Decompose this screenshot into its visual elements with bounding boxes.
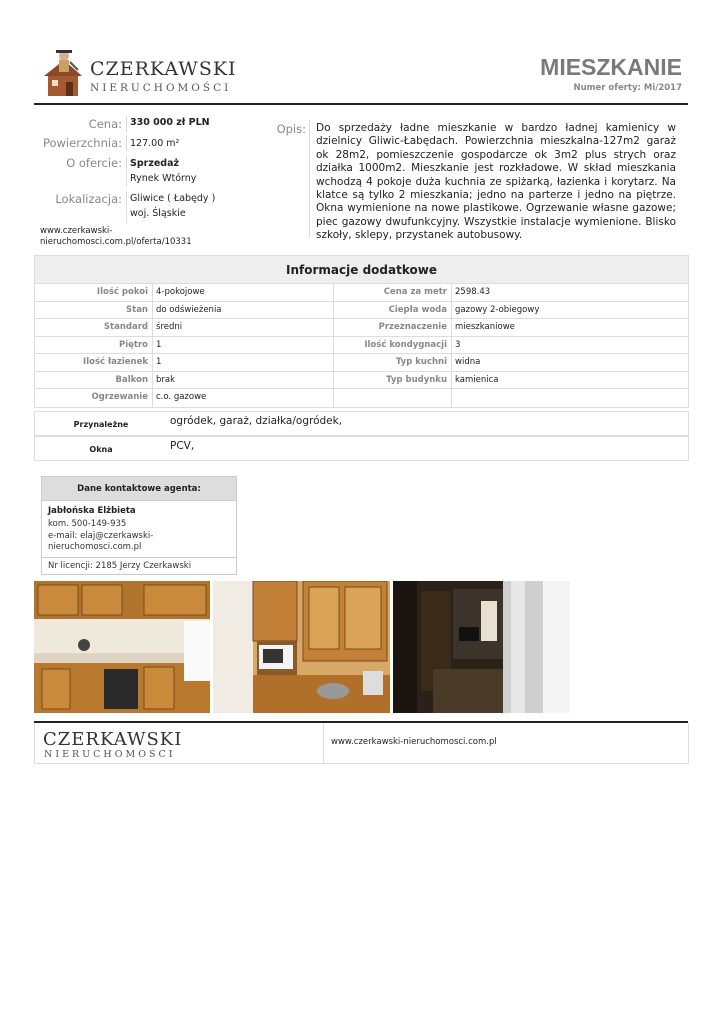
- info-value: kamienica: [455, 374, 499, 385]
- info-label: Ilość pokoi: [35, 284, 153, 301]
- windows-label: Okna: [89, 445, 113, 454]
- info-label: Przeznaczenie: [334, 319, 452, 336]
- logo-name: CZERKAWSKI: [90, 58, 237, 80]
- info-value: 3: [455, 339, 461, 350]
- offer-url[interactable]: www.czerkawski- nieruchomosci.com.pl/oferta/10331: [40, 226, 192, 247]
- price-divider: [126, 116, 127, 132]
- company-logo[interactable]: [42, 46, 237, 100]
- offer-market: Rynek Wtórny: [130, 173, 197, 184]
- additional-info-table: [34, 255, 689, 408]
- footer-website-link[interactable]: www.czerkawski-nieruchomosci.com.pl: [331, 737, 497, 747]
- info-label: Ciepła woda: [334, 302, 452, 319]
- info-value: c.o. gazowe: [153, 389, 334, 407]
- windows-value: PCV,: [170, 440, 195, 452]
- location-divider: [126, 191, 127, 223]
- offer-label: O ofercie:: [66, 156, 122, 170]
- area-divider: [126, 135, 127, 151]
- agent-contact-box: [41, 476, 237, 575]
- info-value: [452, 389, 688, 407]
- footer-logo-name: CZERKAWSKI: [43, 729, 183, 750]
- windows-row: [34, 436, 689, 461]
- info-value: mieszkaniowe: [455, 322, 515, 332]
- belongs-row: [34, 411, 689, 436]
- info-label: Stan: [35, 302, 153, 319]
- header-divider: [34, 103, 688, 105]
- info-label: Ilość łazienek: [35, 354, 153, 371]
- property-type-title: MIESZKANIE: [540, 54, 682, 80]
- location-region: woj. Śląskie: [130, 208, 186, 219]
- info-value: 1: [153, 337, 334, 354]
- page-footer: [34, 723, 689, 764]
- belongs-label: Przynależne: [73, 420, 129, 429]
- info-label: [334, 389, 452, 407]
- description-divider: [309, 120, 310, 238]
- footer-column-divider: [323, 723, 324, 764]
- agent-contact-header: Dane kontaktowe agenta:: [42, 477, 236, 501]
- additional-info-title: Informacje dodatkowe: [35, 256, 688, 284]
- info-value: do odświeżenia: [153, 302, 334, 319]
- info-label: Piętro: [35, 337, 153, 354]
- agent-name: Jabłońska Elżbieta: [48, 506, 136, 516]
- info-label: Ilość kondygnacji: [334, 337, 452, 354]
- price-label: Cena:: [88, 117, 122, 131]
- info-value: gazowy 2-obiegowy: [455, 304, 540, 315]
- info-label: Typ budynku: [334, 372, 452, 389]
- info-table-row: [35, 389, 688, 407]
- info-value: brak: [153, 372, 334, 389]
- kitchen-microwave-photo[interactable]: [213, 581, 390, 713]
- offer-number: Numer oferty: Mi/2017: [573, 83, 682, 93]
- living-room-photo[interactable]: [393, 581, 570, 713]
- footer-logo-subtitle: NIERUCHOMOŚCI: [44, 749, 176, 760]
- agent-license: Nr licencji: 2185 Jerzy Czerkawski: [48, 561, 192, 571]
- kitchen-photo[interactable]: [34, 581, 210, 713]
- info-label: Standard: [35, 319, 153, 336]
- logo-subtitle: NIERUCHOMOŚCI: [90, 82, 232, 94]
- info-table-row: [35, 284, 688, 302]
- info-value: średni: [153, 319, 334, 336]
- area-value: 127.00 m²: [130, 138, 180, 149]
- offer-type: Sprzedaż: [130, 158, 180, 169]
- offer-summary: [34, 112, 688, 252]
- agent-phone[interactable]: kom. 500-149-935: [48, 519, 127, 529]
- info-value: 4-pokojowe: [153, 284, 334, 301]
- page-header: [34, 40, 688, 102]
- info-table-row: [35, 337, 688, 355]
- info-label: Cena za metr: [334, 284, 452, 301]
- price-value: 330 000 zł PLN: [130, 117, 210, 128]
- info-table-row: [35, 319, 688, 337]
- offer-divider: [126, 155, 127, 187]
- belongs-value: ogródek, garaż, działka/ogródek,: [170, 415, 343, 427]
- info-label: Balkon: [35, 372, 153, 389]
- area-label: Powierzchnia:: [42, 136, 122, 150]
- location-city: Gliwice ( Łabędy ): [130, 193, 216, 204]
- agent-divider: [42, 557, 236, 558]
- info-value: widna: [455, 357, 481, 367]
- info-table-row: [35, 302, 688, 320]
- roofer-logo-icon: [42, 46, 84, 98]
- info-table-row: [35, 372, 688, 390]
- info-label: Ogrzewanie: [35, 389, 153, 407]
- info-label: Typ kuchni: [334, 354, 452, 371]
- info-value: 1: [153, 354, 334, 371]
- agent-email[interactable]: e-mail: elaj@czerkawski- nieruchomosci.com.pl: [48, 531, 154, 552]
- info-table-row: [35, 354, 688, 372]
- description-text: Do sprzedaży ładne mieszkanie w bardzo ładnej kamienicy w dzielnicy Gliwic-Łabędach. Powierzchnia mieszkalna-127m2 garaż ok 28m2, pomieszczenie gospodarcze ok 3m2 plus strych oraz działka 1000m2. Mieszkanie jest rozkładowe. W skład mieszkania wchodzą 4 pokoje duża kuchnia ze spiżarką, łazienka i korytarz. Na klatce są tylko 2 mieszkania; jedno na parterze i jedno na piętrze. Okna wymienione na nowe plastikowe. Ogrzewanie własne gazowe; piec gazowy dwufunkcyjny. Wszystkie instalacje wymienione. Blisko szkoły, sklepy, przystanek autobusowy.: [316, 122, 676, 242]
- info-value: 2598.43: [455, 287, 491, 297]
- description-label: Opis:: [276, 122, 306, 136]
- location-label: Lokalizacja:: [55, 192, 122, 206]
